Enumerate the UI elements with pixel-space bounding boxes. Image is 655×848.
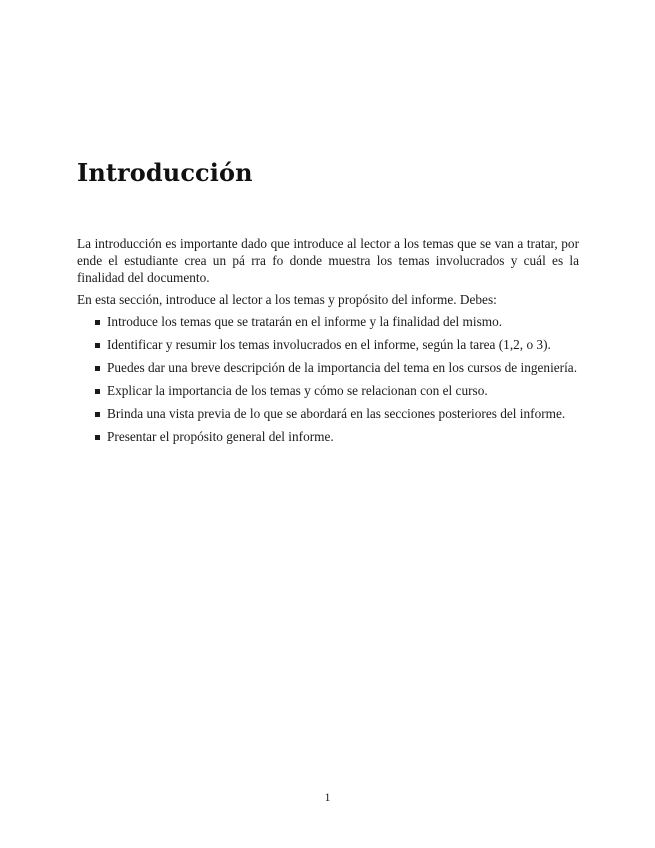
square-bullet-icon: [95, 320, 100, 325]
list-item-text: Identificar y resumir los temas involucrados en el informe, según la tarea (1,2, o 3).: [107, 337, 551, 352]
section-title: Introducción: [77, 158, 253, 187]
list-item: [107, 428, 579, 445]
list-item-text: Explicar la importancia de los temas y cómo se relacionan con el curso.: [107, 383, 488, 398]
requirements-list: [77, 313, 579, 445]
square-bullet-icon: [95, 343, 100, 348]
list-item-text: Brinda una vista previa de lo que se abordará en las secciones posteriores del informe.: [107, 406, 566, 421]
intro-paragraph: La introducción es importante dado que introduce al lector a los temas que se van a tratar, por ende el estudiante crea un pá rra fo donde muestra los temas involucrados y cuál es la finalidad del documento.: [77, 236, 579, 285]
list-item-text: Presentar el propósito general del informe.: [107, 429, 334, 444]
instructions-paragraph: En esta sección, introduce al lector a los temas y propósito del informe. Debes:: [77, 292, 497, 307]
list-item: [107, 313, 579, 330]
square-bullet-icon: [95, 366, 100, 371]
square-bullet-icon: [95, 435, 100, 440]
square-bullet-icon: [95, 389, 100, 394]
square-bullet-icon: [95, 412, 100, 417]
list-item: [107, 382, 579, 399]
page-number: 1: [324, 790, 331, 804]
list-item-text: Introduce los temas que se tratarán en el informe y la finalidad del mismo.: [107, 314, 503, 329]
list-item: [107, 359, 579, 376]
list-item-text: Puedes dar una breve descripción de la importancia del tema en los cursos de ingeniería.: [107, 360, 578, 375]
section-body: [77, 235, 579, 451]
list-item: [107, 405, 579, 422]
list-item: [107, 336, 579, 353]
